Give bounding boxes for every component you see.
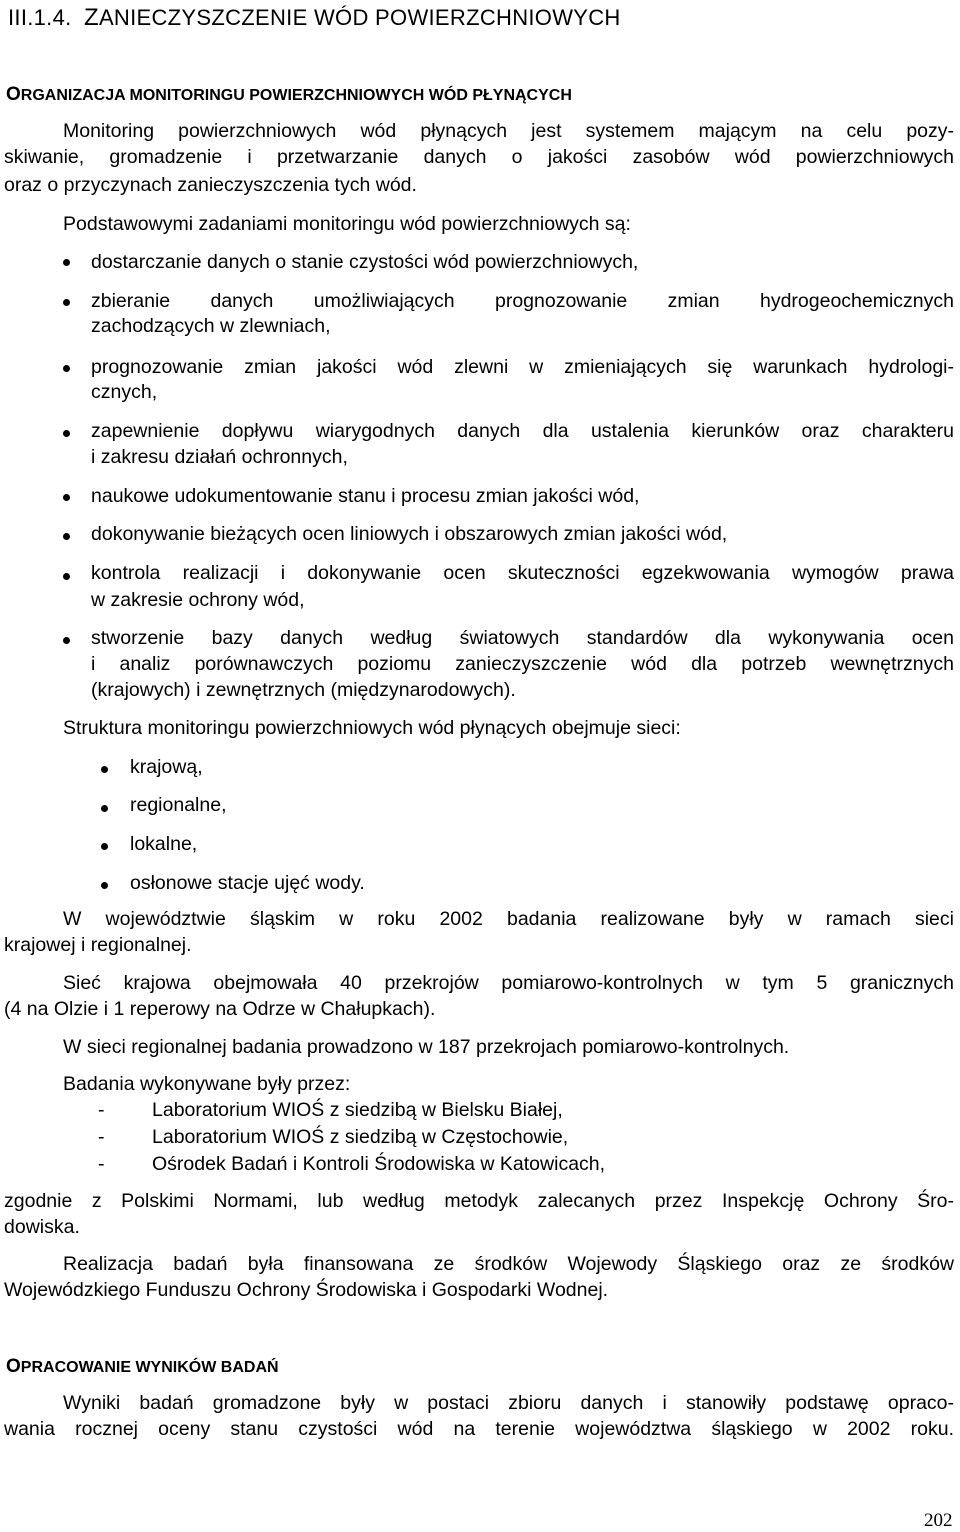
list-item-line: (krajowych) i zewnętrznych (międzynarodowych).	[91, 679, 516, 701]
section-heading	[8, 4, 621, 32]
list-item-line: Laboratorium WIOŚ z siedzibą w Bielsku Białej,	[152, 1099, 563, 1121]
bullet-icon	[63, 533, 70, 540]
list-item-line: zapewnienie dopływu wiarygodnych danych dla ustalenia kierunków oraz charakteru	[91, 420, 954, 442]
labs-lead: Badania wykonywane były przez:	[63, 1073, 351, 1095]
list-item-line: zachodzących w zlewniach,	[91, 315, 331, 337]
list-item-line: naukowe udokumentowanie stanu i procesu zmian jakości wód,	[91, 485, 640, 507]
subsection-title-rest: RGANIZACJA MONITORINGU POWIERZCHNIOWYCH WÓD PŁYNĄCYCH	[20, 87, 572, 104]
bullet-icon	[101, 805, 108, 812]
structure-lead: Struktura monitoringu powierzchniowych wód płynących obejmuje sieci:	[63, 717, 681, 739]
subsection-title-initial: O	[6, 1356, 21, 1377]
tasks-lead: Podstawowymi zadaniami monitoringu wód powierzchniowych są:	[63, 213, 631, 235]
list-item-line: krajową,	[130, 756, 203, 778]
list-item-line: kontrola realizacji i dokonywanie ocen skuteczności egzekwowania wymogów prawa	[91, 562, 954, 584]
bullet-icon	[63, 299, 70, 306]
section-title-rest: ANIECZYSZCZENIE WÓD POWIERZCHNIOWYCH	[98, 5, 621, 30]
dash-marker: -	[98, 1126, 105, 1148]
list-item-line: Laboratorium WIOŚ z siedzibą w Częstochowie,	[152, 1126, 569, 1148]
list-item-line: w zakresie ochrony wód,	[91, 589, 305, 611]
para-funding-line-1: Realizacja badań była finansowana ze środków Wojewody Śląskiego oraz ze środków	[63, 1253, 954, 1275]
para-regional: W sieci regionalnej badania prowadzono w 187 przekrojach pomiarowo-kontrolnych.	[63, 1036, 790, 1058]
bullet-icon	[63, 365, 70, 372]
bullet-icon	[101, 882, 108, 889]
para-norms-line-2: dowiska.	[4, 1216, 80, 1238]
dash-marker: -	[98, 1153, 105, 1175]
intro-line-3: oraz o przyczynach zanieczyszczenia tych wód.	[4, 174, 417, 196]
section-title-initial: Z	[83, 4, 99, 31]
para-2002-line-2: krajowej i regionalnej.	[4, 934, 192, 956]
subsection-heading-organization	[6, 84, 572, 106]
para-funding-line-2: Wojewódzkiego Funduszu Ochrony Środowiska i Gospodarki Wodnej.	[4, 1279, 609, 1301]
para-national-line-2: (4 na Olzie i 1 reperowy na Odrze w Chałupkach).	[4, 998, 436, 1020]
section-number: III.1.4.	[8, 5, 72, 30]
list-item-line: dostarczanie danych o stanie czystości wód powierzchniowych,	[91, 251, 639, 273]
list-item-line: zbieranie danych umożliwiających prognozowanie zmian hydrogeochemicznych	[91, 290, 954, 312]
intro-line-2: skiwanie, gromadzenie i przetwarzanie danych o jakości zasobów wód powierzchniowych	[4, 146, 954, 168]
para-national-line-1: Sieć krajowa obejmowała 40 przekrojów pomiarowo-kontrolnych w tym 5 granicznych	[63, 972, 954, 994]
bullet-icon	[63, 259, 70, 266]
page-number: 202	[924, 1510, 953, 1531]
list-item-line: i analiz porównawczych poziomu zanieczyszczenie wód dla potrzeb wewnętrznych	[91, 653, 954, 675]
list-item-line: cznych,	[91, 381, 158, 403]
bullet-icon	[63, 430, 70, 437]
dash-marker: -	[98, 1099, 105, 1121]
subsection-heading-results	[6, 1356, 279, 1378]
list-item-line: i zakresu działań ochronnych,	[91, 446, 348, 468]
list-item-line: prognozowanie zmian jakości wód zlewni w zmieniających się warunkach hydrologi-	[91, 356, 954, 378]
bullet-icon	[101, 843, 108, 850]
subsection-title-initial: O	[6, 84, 21, 105]
intro-line-1: Monitoring powierzchniowych wód płynących jest systemem mającym na celu pozy-	[63, 120, 954, 142]
para-2002-line-1: W województwie śląskim w roku 2002 badania realizowane były w ramach sieci	[63, 908, 954, 930]
bullet-icon	[63, 637, 70, 644]
subsection-title-rest: PRACOWANIE WYNIKÓW BADAŃ	[20, 1359, 279, 1376]
bullet-icon	[101, 766, 108, 773]
bullet-icon	[63, 494, 70, 501]
list-item-line: Ośrodek Badań i Kontroli Środowiska w Katowicach,	[152, 1153, 606, 1175]
list-item-line: regionalne,	[130, 794, 227, 816]
bullet-icon	[63, 573, 70, 580]
list-item-line: lokalne,	[130, 833, 198, 855]
list-item-line: dokonywanie bieżących ocen liniowych i obszarowych zmian jakości wód,	[91, 523, 728, 545]
results-line-2: wania rocznej oceny stanu czystości wód na terenie województwa śląskiego w 2002 roku.	[4, 1418, 954, 1440]
results-line-1: Wyniki badań gromadzone były w postaci zbioru danych i stanowiły podstawę opraco-	[63, 1392, 954, 1414]
list-item-line: osłonowe stacje ujęć wody.	[130, 872, 365, 894]
para-norms-line-1: zgodnie z Polskimi Normami, lub według metodyk zalecanych przez Inspekcję Ochrony Śro-	[4, 1190, 954, 1212]
list-item-line: stworzenie bazy danych według światowych standardów dla wykonywania ocen	[91, 627, 954, 649]
